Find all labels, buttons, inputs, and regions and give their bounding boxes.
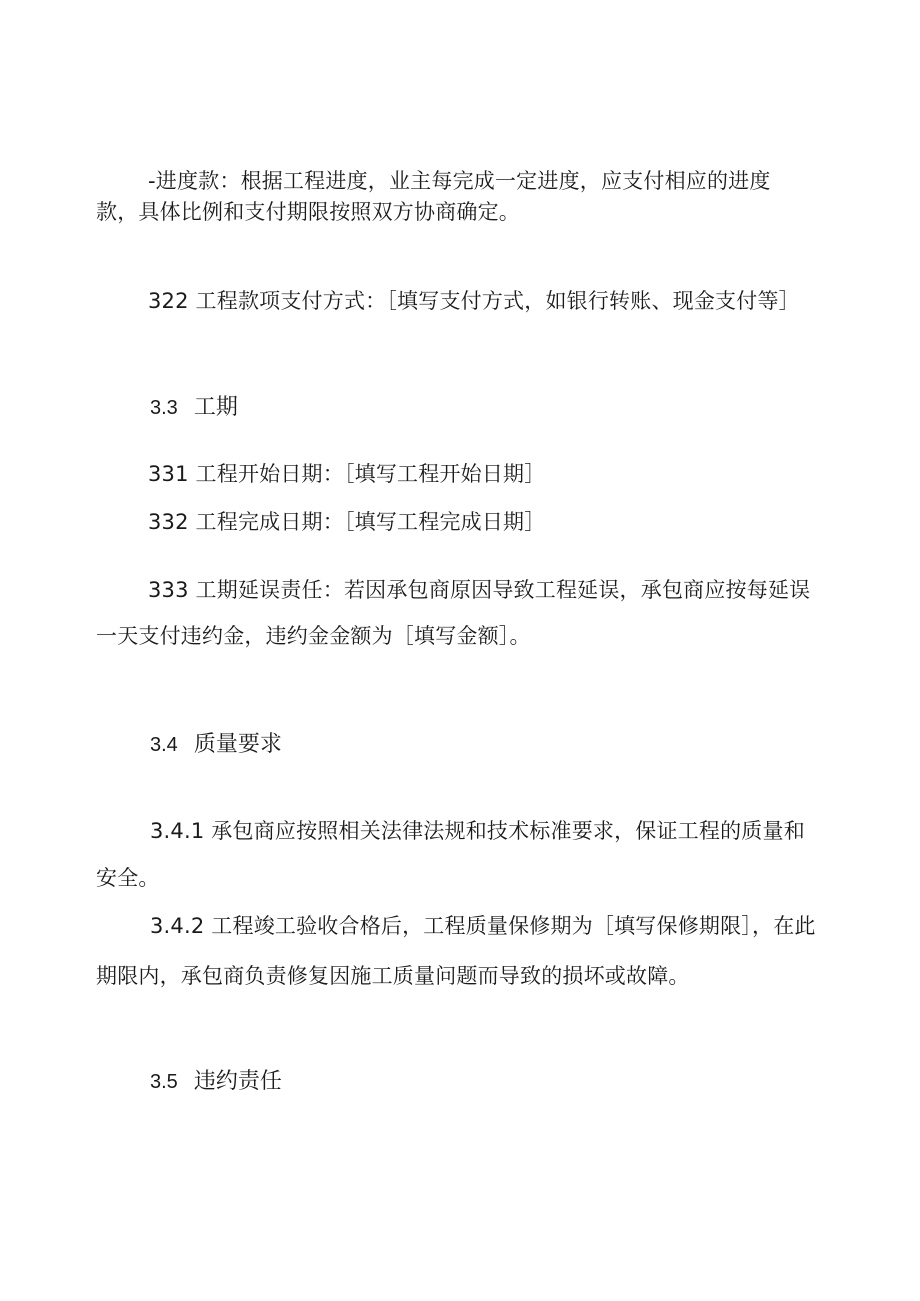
clause-341-line-1: 3.4.1 承包商应按照相关法律法规和技术标准要求，保证工程的质量和	[150, 819, 805, 843]
clause-333-line-1: 333 工期延误责任：若因承包商原因导致工程延误，承包商应按每延误	[148, 578, 811, 602]
section-number: 3.5	[150, 1071, 178, 1093]
section-title: 质量要求	[193, 732, 282, 757]
progress-payment-line-2: 款，具体比例和支付期限按照双方协商确定。	[96, 200, 520, 224]
progress-payment-line-1: -进度款：根据工程进度，业主每完成一定进度，应支付相应的进度	[148, 169, 771, 193]
section-title: 工期	[193, 395, 238, 420]
section-heading-3-4	[150, 730, 282, 760]
clause-342-line-1: 3.4.2 工程竣工验收合格后，工程质量保修期为［填写保修期限］，在此	[150, 914, 816, 938]
clause-331: 331 工程开始日期：［填写工程开始日期］	[148, 462, 546, 486]
section-number: 3.4	[150, 734, 178, 756]
clause-332: 332 工程完成日期：［填写工程完成日期］	[148, 510, 546, 534]
section-heading-3-3	[150, 393, 238, 423]
section-heading-3-5	[150, 1067, 282, 1097]
clause-341-line-2: 安全。	[96, 866, 160, 890]
clause-333-line-2: 一天支付违约金，违约金金额为［填写金额］。	[96, 624, 531, 648]
section-number: 3.3	[150, 397, 178, 419]
clause-322: 322 工程款项支付方式：［填写支付方式，如银行转账、现金支付等］	[148, 289, 800, 313]
clause-342-line-2: 期限内，承包商负责修复因施工质量问题而导致的损坏或故障。	[96, 964, 690, 988]
section-title: 违约责任	[193, 1069, 282, 1094]
